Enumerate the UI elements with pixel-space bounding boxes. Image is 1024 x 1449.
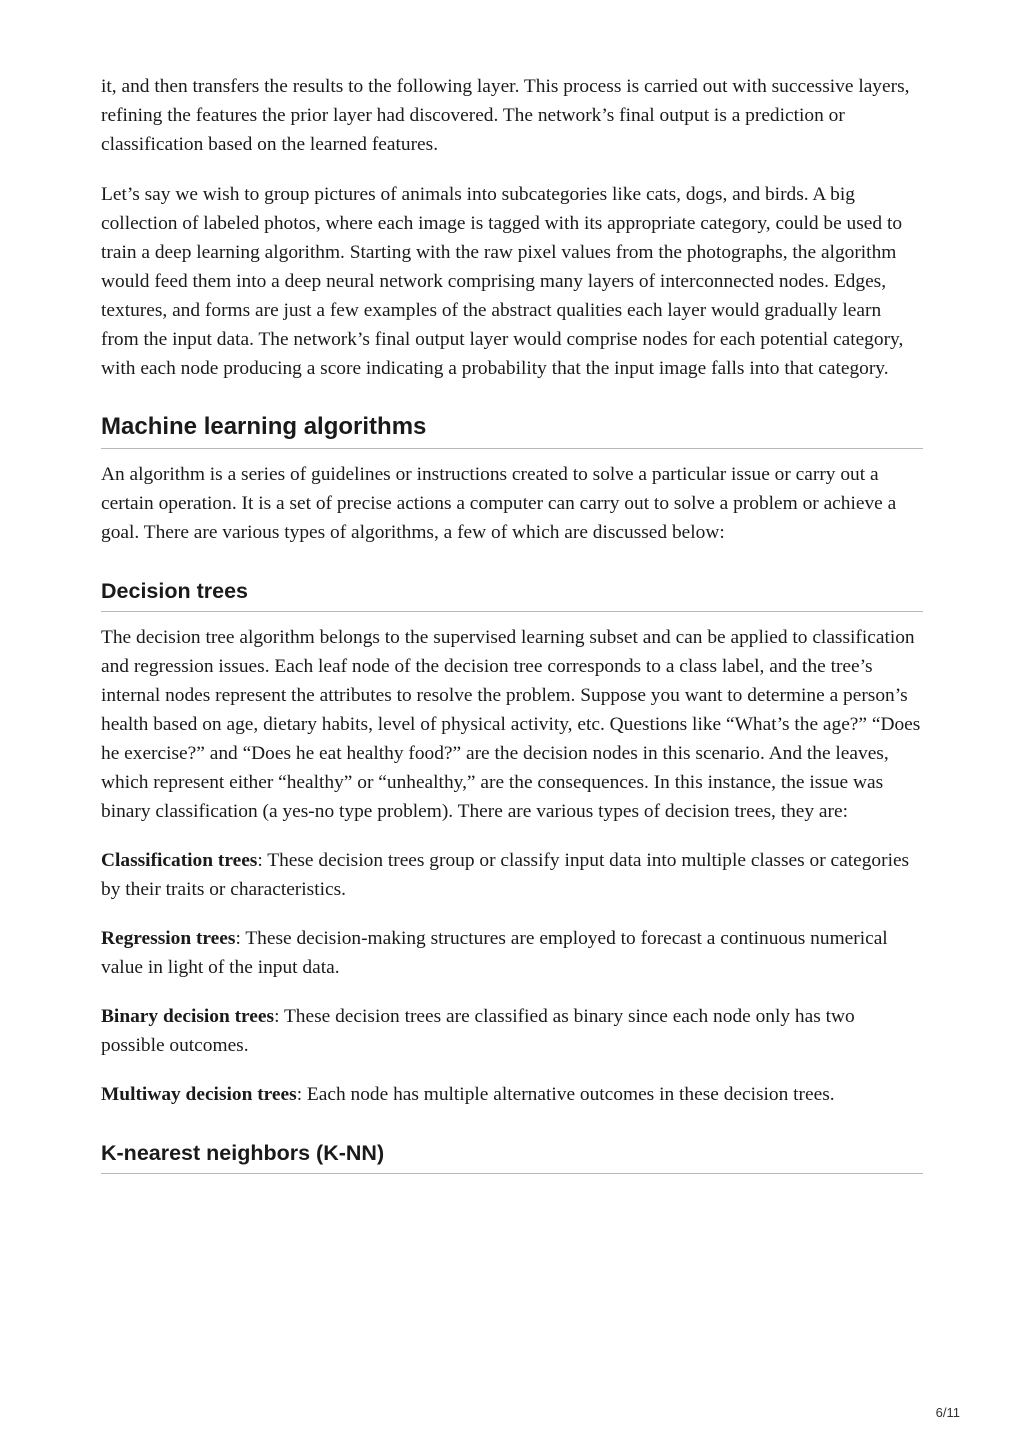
tree-type-multiway xyxy=(101,1080,923,1109)
document-page xyxy=(101,72,923,1174)
tree-type-binary xyxy=(101,1002,923,1060)
tree-type-term: Regression trees xyxy=(101,928,236,949)
section-heading-machine-learning-algorithms: Machine learning algorithms xyxy=(101,412,923,449)
tree-type-term: Binary decision trees xyxy=(101,1006,275,1027)
intro-paragraph-2: Let’s say we wish to group pictures of animals into subcategories like cats, dogs, and birds. A big collection of labeled photos, where each image is tagged with its appropriate category, could be used to train a deep learning algorithm. Starting with the raw pixel values from the photographs, the algorithm would feed them into a deep neural network comprising many layers of interconnected nodes. Edges, textures, and forms are just a few examples of the abstract qualities each layer would gradually learn from the input data. The network’s final output layer would comprise nodes for each potential category, with each node producing a score indicating a probability that the input image falls into that category. xyxy=(101,184,904,379)
tree-type-term: Classification trees xyxy=(101,850,258,871)
tree-type-classification xyxy=(101,846,923,904)
tree-type-description: : These decision trees group or classify input data into multiple classes or categories by their traits or characteristics. xyxy=(101,850,910,900)
tree-type-description: : Each node has multiple alternative outcomes in these decision trees. xyxy=(296,1084,835,1105)
section-heading-decision-trees: Decision trees xyxy=(101,577,923,612)
intro-paragraph-1: it, and then transfers the results to the following layer. This process is carried out with successive layers, refining the features the prior layer had discovered. The network’s final output is a prediction or classification based on the learned features. xyxy=(101,76,910,155)
tree-type-term: Multiway decision trees xyxy=(101,1084,297,1105)
decision-trees-paragraph: The decision tree algorithm belongs to the supervised learning subset and can be applied to classification and regression issues. Each leaf node of the decision tree corresponds to a class label, and the tree’s internal nodes represent the attributes to resolve the problem. Suppose you want to determine a person’s health based on age, dietary habits, level of physical activity, etc. Questions like “What’s the age?” “Does he exercise?” and “Does he eat healthy food?” are the decision nodes in this scenario. And the leaves, which represent either “healthy” or “unhealthy,” are the consequences. In this instance, the issue was binary classification (a yes-no type problem). There are various types of decision trees, they are: xyxy=(101,627,921,822)
page-number: 6/11 xyxy=(935,1405,960,1420)
tree-type-description: : These decision trees are classified as binary since each node only has two possible outcomes. xyxy=(101,1006,855,1056)
tree-type-description: : These decision-making structures are employed to forecast a continuous numerical value in light of the input data. xyxy=(101,928,888,978)
section-heading-knn: K-nearest neighbors (K-NN) xyxy=(101,1139,923,1174)
tree-type-regression xyxy=(101,924,923,982)
ml-algorithms-paragraph: An algorithm is a series of guidelines or instructions created to solve a particular issue or carry out a certain operation. It is a set of precise actions a computer can carry out to solve a problem or achieve a goal. There are various types of algorithms, a few of which are discussed below: xyxy=(101,464,897,543)
